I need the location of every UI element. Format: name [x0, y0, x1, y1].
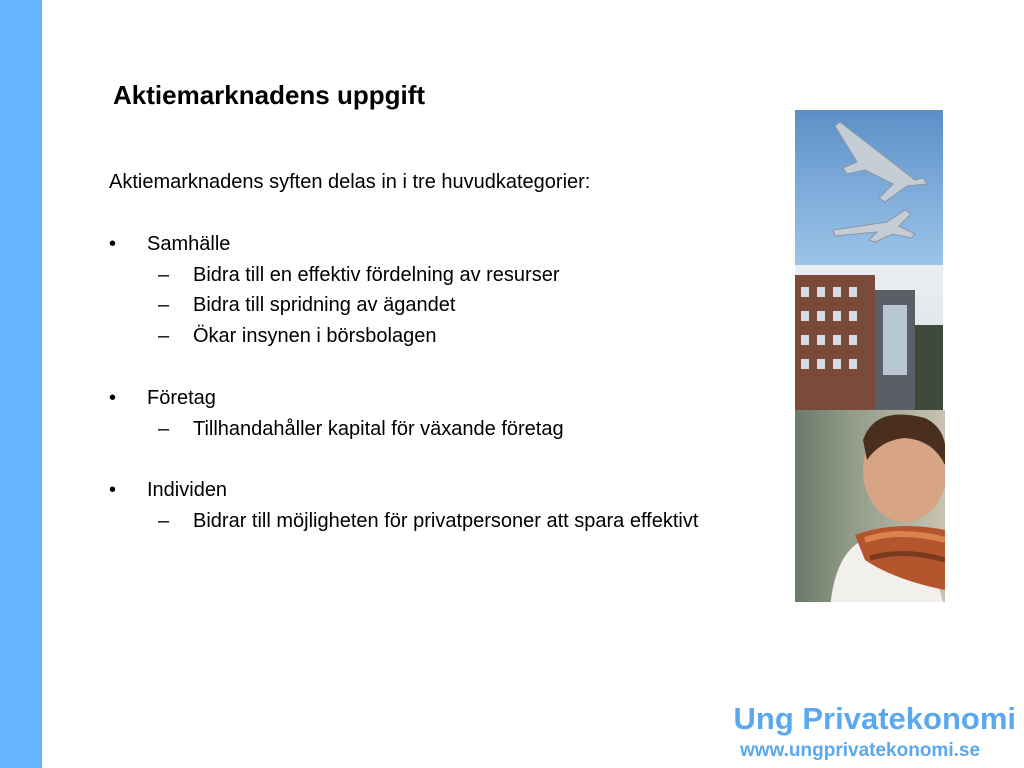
bullet-label: Individen [147, 479, 228, 501]
sub-item-text: Bidrar till möjligheten för privatpersoner att spara effektivt [193, 510, 699, 532]
fighter-jets-photo [795, 110, 943, 265]
brand-name: Ung Privatekonomi [733, 701, 1016, 736]
dash-marker: – [158, 294, 170, 316]
sub-item-text: Ökar insynen i börsbolagen [193, 325, 437, 347]
young-man-scarf-photo [795, 410, 945, 602]
bullet-dot: • [109, 233, 117, 255]
dash-marker: – [158, 510, 170, 532]
intro-text: Aktiemarknadens syften delas in i tre huvudkategorier: [109, 171, 591, 193]
dash-marker: – [158, 418, 170, 440]
office-building-photo [795, 265, 943, 410]
sub-item-text: Tillhandahåller kapital för växande företag [193, 418, 564, 440]
sub-item-text: Bidra till spridning av ägandet [193, 294, 456, 316]
bullet-dot: • [109, 387, 117, 409]
brand-url: www.ungprivatekonomi.se [740, 740, 981, 761]
bullet-label: Samhälle [147, 233, 231, 255]
sub-item-text: Bidra till en effektiv fördelning av resurser [193, 264, 560, 286]
dash-marker: – [158, 325, 170, 347]
dash-marker: – [158, 264, 170, 286]
slide-title: Aktiemarknadens uppgift [113, 80, 426, 110]
bullet-dot: • [109, 479, 117, 501]
bullet-label: Företag [147, 387, 216, 409]
left-accent-bar [0, 0, 42, 768]
